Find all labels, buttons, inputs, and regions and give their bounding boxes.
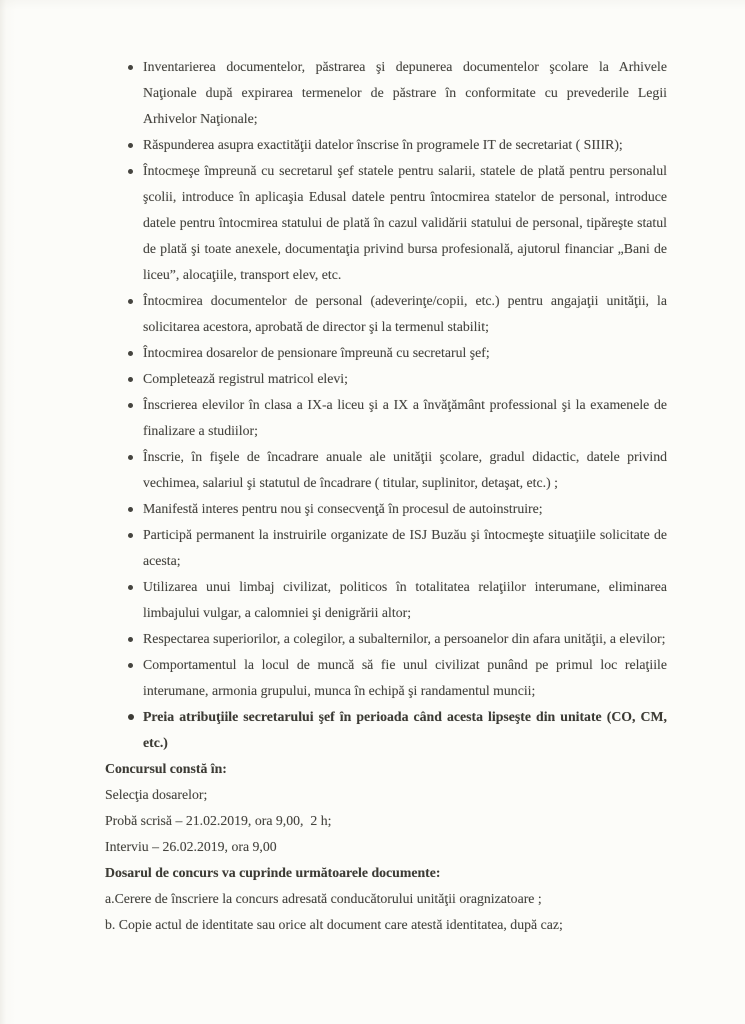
- bullet-item: Înscrierea elevilor în clasa a IX-a liceu şi a IX a învăţământ professional şi la examenele de finalizare a studiilor;: [105, 392, 667, 444]
- bullet-list: [105, 54, 667, 756]
- paragraph-item-a-cerere: a.Cerere de înscriere la concurs adresată conducătorului unităţii oragnizatoare ;: [105, 891, 542, 906]
- bullet-item: Participă permanent la instruirile organizate de ISJ Buzău şi întocmeşte situaţiile solicitate de acesta;: [105, 522, 667, 574]
- bullet-item: Răspunderea asupra exactităţii datelor înscrise în programele IT de secretariat ( SIIIR);: [105, 132, 667, 158]
- bullet-item-bold-preia-atributiile: Preia atribuţiile secretarului şef în perioada când acesta lipseşte din unitate (CO, CM, etc.): [105, 704, 667, 756]
- bullet-item: Întocmirea documentelor de personal (adeverinţe/copii, etc.) pentru angajaţii unităţii, la solicitarea acestora, aprobată de director şi la termenul stabilit;: [105, 288, 667, 340]
- bullet-item: Comportamentul la locul de muncă să fie unul civilizat punând pe primul loc relaţiile interumane, armonia grupului, munca în echipă şi randamentul muncii;: [105, 652, 667, 704]
- heading-concursul-consta-in: Concursul constă în:: [105, 761, 227, 776]
- paragraph-item-b-copie-act: b. Copie actul de identitate sau orice alt document care atestă identitatea, după caz;: [105, 917, 563, 932]
- bullet-item: Respectarea superiorilor, a colegilor, a subalternilor, a persoanelor din afara unităţii, a elevilor;: [105, 626, 667, 652]
- heading-dosarul-de-concurs: Dosarul de concurs va cuprinde următoarele documente:: [105, 865, 441, 880]
- bullet-item: Utilizarea unui limbaj civilizat, politicos în totalitatea relaţiilor interumane, eliminarea limbajului vulgar, a calomniei şi denigrării altor;: [105, 574, 667, 626]
- bullet-item: Completează registrul matricol elevi;: [105, 366, 667, 392]
- paragraph-selectia-dosarelor: Selecţia dosarelor;: [105, 787, 208, 802]
- bullet-item: Inventarierea documentelor, păstrarea şi depunerea documentelor şcolare la Arhivele Naţionale după expirarea termenelor de păstrare în conformitate cu prevederile Legii Arhivelor Naţionale;: [105, 54, 667, 132]
- bullet-item: Întocmeşe împreună cu secretarul şef statele pentru salarii, statele de plată pentru personalul şcolii, introduce în aplicaşia Edusal datele pentru întocmirea statelor de personal, introduce datele pentru întocmirea statului de plată în cazul validării statului de personal, tipăreşte statul de plată şi toate anexele, documentaţia privind bursa profesională, ajutorul financiar „Bani de liceu”, alocaţiile, transport elev, etc.: [105, 158, 667, 288]
- bullet-item: Manifestă interes pentru nou şi consecvenţă în procesul de autoinstruire;: [105, 496, 667, 522]
- bullet-item: Întocmirea dosarelor de pensionare împreună cu secretarul şef;: [105, 340, 667, 366]
- bullet-item: Înscrie, în fişele de încadrare anuale ale unităţii şcolare, gradul didactic, datele privind vechimea, salariul şi statutul de încadrare ( titular, suplinitor, detaşat, etc.) ;: [105, 444, 667, 496]
- paragraph-interviu: Interviu – 26.02.2019, ora 9,00: [105, 839, 277, 854]
- paragraph-proba-scrisa: Probă scrisă – 21.02.2019, ora 9,00, 2 h;: [105, 813, 332, 828]
